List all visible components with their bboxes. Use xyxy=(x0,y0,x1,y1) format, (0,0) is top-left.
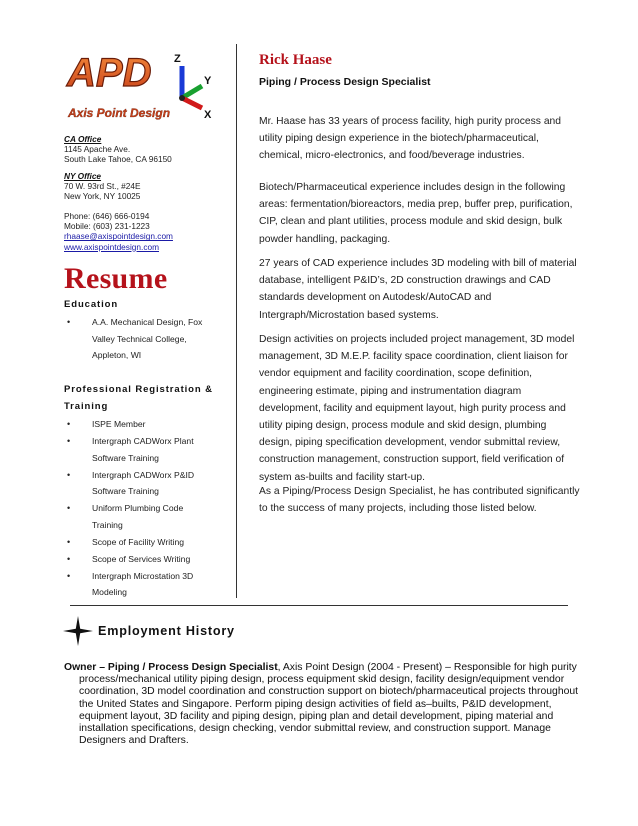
employment-entry-text: , Axis Point Design (2004 - Present) – Responsible for high purity process/mechanical utility piping design, process equipment skid design, facility design/equipment vendor coordination, 3D model coordination and construction support on biotech/pharmaceutical projects throughout the United States and Singapore. Perform piping design activities of field as–builts, P&ID development, equipment layout, 3D facility and piping design, piping plan and detail development, piping material and installation specifications, design checking, vendor submittal review, and construction support. Manage Designers and Drafters. xyxy=(79,662,579,747)
registration-heading: Professional Registration & Training xyxy=(64,384,213,412)
education-heading: Education xyxy=(64,299,119,310)
star-icon xyxy=(63,616,93,646)
list-item: • A.A. Mechanical Design, Fox Valley Technical College, Appleton, WI xyxy=(64,314,232,364)
cad-paragraph: 27 years of CAD experience includes 3D modeling with bill of material database, intelligent P&ID’s, 2D construction drawings and CAD standards development on Autodesk/AutoCAD and Intergraph/Microstation based systems. xyxy=(259,258,577,321)
company-logo xyxy=(64,46,224,122)
education-list xyxy=(64,314,232,364)
summary-paragraph: Mr. Haase has 33 years of process facility, high purity process and utility piping design experience in the biotech/pharmaceutical, chemical, micro-electronics, and food/beverage industries. xyxy=(259,116,561,162)
registration-list xyxy=(64,416,232,601)
mobile-number: Mobile: (603) 231-1223 xyxy=(64,221,150,232)
registration-section xyxy=(64,381,232,601)
ca-office-line1: 1145 Apache Ave. xyxy=(64,144,131,155)
email-link[interactable]: rhaase@axispointdesign.com xyxy=(64,231,173,242)
list-item: • Intergraph Microstation 3D Modeling xyxy=(64,568,232,601)
design-activities-paragraph: Design activities on projects included project management, 3D model management, 3D M.E.P. facility space coordination, client liaison for vendor equipment and facility coordination, scope definition, engineering estimate, piping and instrumentation diagram development, facility and equipment layout, high purity process and utility piping design, process module and skid design, plumbing design, piping specification development, vendor submittal review, construction management, construction support, field verification of system as-builts and facility start-up. xyxy=(259,334,575,483)
logo-text: APD xyxy=(67,51,152,95)
list-item: • Scope of Facility Writing xyxy=(64,534,232,551)
ny-office-heading: NY Office xyxy=(64,171,102,181)
axis-y-label: Y xyxy=(204,75,212,87)
employment-entry xyxy=(64,662,591,747)
employment-heading: Employment History xyxy=(98,624,235,638)
column-divider xyxy=(236,44,237,598)
list-item: • Intergraph CADWorx Plant Software Training xyxy=(64,433,232,466)
list-item: • ISPE Member xyxy=(64,416,232,433)
person-role: Piping / Process Design Specialist xyxy=(259,76,431,88)
ca-office-block xyxy=(64,134,172,165)
ca-office-line2: South Lake Tahoe, CA 96150 xyxy=(64,154,172,165)
website-link[interactable]: www.axispointdesign.com xyxy=(64,241,159,252)
logo-graphic xyxy=(64,46,224,122)
list-item: • Uniform Plumbing Code Training xyxy=(64,500,232,533)
list-item: • Scope of Services Writing xyxy=(64,551,232,568)
ny-office-block xyxy=(64,171,141,202)
person-name: Rick Haase xyxy=(259,52,332,68)
ny-office-line1: 70 W. 93rd St., #24E xyxy=(64,181,141,192)
list-item: • Intergraph CADWorx P&ID Software Training xyxy=(64,467,232,500)
section-divider xyxy=(70,605,568,606)
axis-x-label: X xyxy=(204,109,212,121)
axis-icon xyxy=(179,66,202,108)
employment-entry-title: Owner – Piping / Process Design Specialist xyxy=(64,662,278,673)
resume-title: Resume xyxy=(64,262,168,295)
contact-block xyxy=(64,211,173,252)
logo-subtitle: Axis Point Design xyxy=(68,106,171,120)
ca-office-heading: CA Office xyxy=(64,134,102,144)
ny-office-line2: New York, NY 10025 xyxy=(64,191,141,202)
contribution-paragraph: As a Piping/Process Design Specialist, he has contributed significantly to the success of many projects, including those listed below. xyxy=(259,486,580,515)
biotech-paragraph: Biotech/Pharmaceutical experience includes design in the following areas: fermentation/bioreactors, media prep, buffer prep, purification, CIP, clean and plant utilities, process module and skid design, bulk powder handling, packaging. xyxy=(259,182,573,245)
axis-z-label: Z xyxy=(174,53,181,65)
education-section xyxy=(64,299,232,364)
phone-number: Phone: (646) 666-0194 xyxy=(64,211,150,221)
